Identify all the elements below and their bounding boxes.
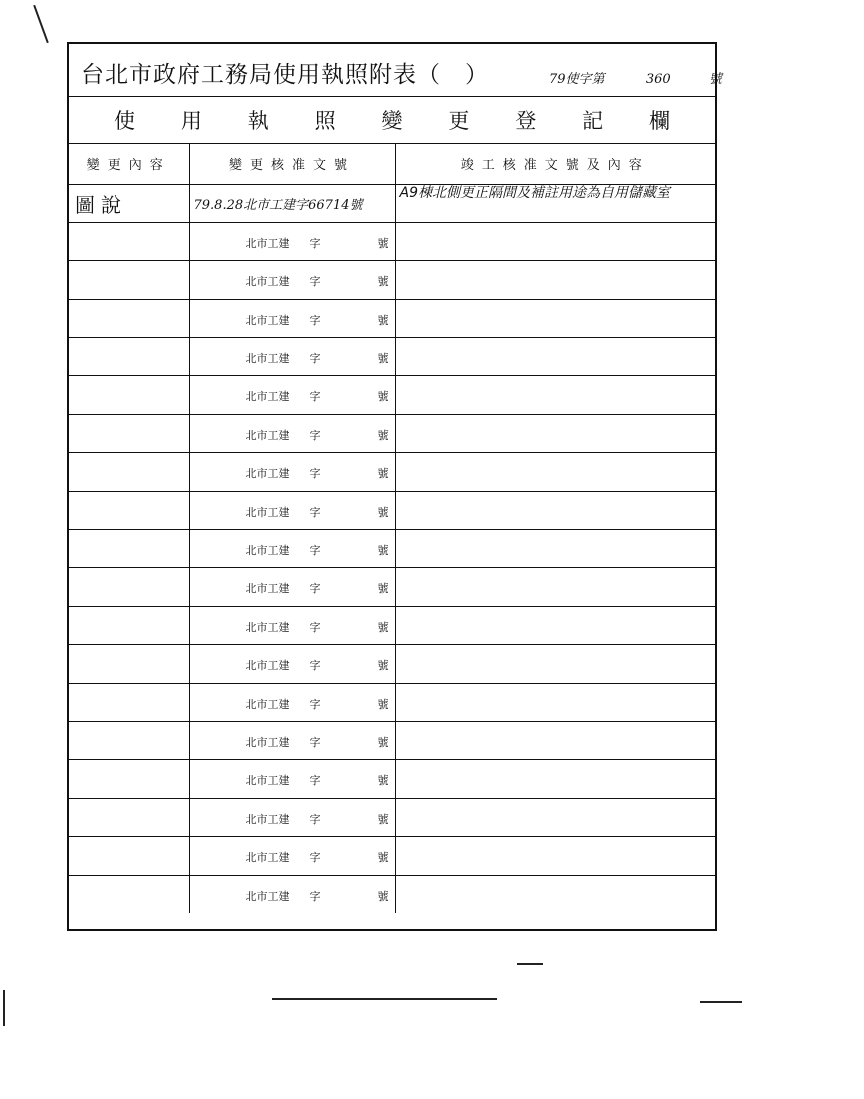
table-row — [69, 453, 715, 491]
approval-suffix: 號 — [377, 313, 389, 327]
table-row — [69, 568, 715, 606]
section-char: 登 — [515, 109, 537, 133]
approval-prefix: 北市工建 — [245, 735, 290, 749]
approval-prefix: 北市工建 — [245, 620, 290, 634]
completion-content-cell — [395, 645, 715, 683]
section-char: 用 — [180, 109, 202, 133]
change-content-cell — [69, 491, 189, 529]
approval-suffix: 號 — [377, 505, 389, 519]
table-row — [69, 222, 715, 260]
change-content-cell — [69, 453, 189, 491]
approval-prefix: 北市工建 — [245, 889, 290, 903]
change-content-cell — [69, 760, 189, 798]
completion-content-cell — [395, 338, 715, 376]
completion-content-cell — [395, 414, 715, 452]
approval-word: 字 — [309, 544, 321, 558]
completion-content-cell — [395, 568, 715, 606]
change-approval-cell — [189, 645, 395, 683]
approval-suffix: 號 — [377, 275, 389, 289]
table-row — [69, 261, 715, 299]
change-content-cell — [69, 798, 189, 836]
approval-prefix: 北市工建 — [245, 697, 290, 711]
change-approval-cell — [189, 453, 395, 491]
section-heading — [69, 97, 715, 144]
change-content-cell: 圖說 — [69, 184, 189, 222]
scan-mark — [272, 998, 497, 1000]
table-row — [69, 530, 715, 568]
permit-attachment-form — [67, 42, 722, 931]
change-approval-cell — [189, 798, 395, 836]
approval-suffix: 號 — [377, 889, 389, 903]
table-row — [69, 721, 715, 759]
scan-mark — [33, 5, 49, 43]
permit-number — [549, 68, 722, 87]
change-content-cell — [69, 414, 189, 452]
change-approval-cell — [189, 338, 395, 376]
change-approval-cell — [189, 875, 395, 913]
change-content-cell — [69, 261, 189, 299]
change-approval-cell — [189, 683, 395, 721]
approval-prefix: 北市工建 — [245, 236, 290, 250]
approval-prefix: 北市工建 — [245, 851, 290, 865]
approval-prefix: 北市工建 — [245, 390, 290, 404]
approval-prefix: 北市工建 — [245, 467, 290, 481]
approval-word: 字 — [309, 582, 321, 596]
change-content-cell — [69, 875, 189, 913]
completion-content-cell — [395, 376, 715, 414]
change-approval-cell — [189, 261, 395, 299]
approval-prefix: 北市工建 — [245, 582, 290, 596]
completion-content-cell — [395, 261, 715, 299]
approval-prefix: 北市工建 — [245, 544, 290, 558]
completion-content-cell — [395, 606, 715, 644]
approval-word: 字 — [309, 275, 321, 289]
section-char: 欄 — [648, 109, 670, 133]
approval-prefix: 北市工建 — [245, 812, 290, 826]
change-content-cell — [69, 721, 189, 759]
approval-suffix: 號 — [377, 659, 389, 673]
approval-prefix: 北市工建 — [245, 352, 290, 366]
title-row — [69, 44, 722, 97]
approval-word: 字 — [309, 774, 321, 788]
change-approval-cell — [189, 222, 395, 260]
change-content-cell — [69, 837, 189, 875]
section-char: 使 — [113, 109, 135, 133]
approval-word: 字 — [309, 467, 321, 481]
scan-mark — [700, 1001, 742, 1003]
approval-word: 字 — [309, 620, 321, 634]
approval-prefix: 北市工建 — [245, 275, 290, 289]
change-approval-cell — [189, 414, 395, 452]
table-row — [69, 299, 715, 337]
section-char: 更 — [448, 109, 470, 133]
approval-word: 字 — [309, 236, 321, 250]
change-content-cell — [69, 683, 189, 721]
section-char: 記 — [582, 109, 604, 133]
approval-word: 字 — [309, 505, 321, 519]
scan-mark — [517, 963, 543, 965]
form-title: 台北市政府工務局使用執照附表（ ） — [81, 62, 489, 88]
approval-suffix: 號 — [377, 467, 389, 481]
approval-word: 字 — [309, 735, 321, 749]
section-char: 執 — [247, 109, 269, 133]
change-content-cell — [69, 530, 189, 568]
change-content-cell — [69, 222, 189, 260]
approval-word: 字 — [309, 659, 321, 673]
change-register-table — [69, 144, 715, 913]
completion-content-cell — [395, 760, 715, 798]
approval-suffix: 號 — [377, 352, 389, 366]
change-content-cell — [69, 299, 189, 337]
completion-content-cell — [395, 875, 715, 913]
approval-suffix: 號 — [377, 851, 389, 865]
approval-word: 字 — [309, 812, 321, 826]
approval-word: 字 — [309, 352, 321, 366]
completion-content-cell — [395, 798, 715, 836]
change-approval-cell — [189, 568, 395, 606]
approval-suffix: 號 — [377, 544, 389, 558]
change-approval-cell — [189, 376, 395, 414]
approval-suffix: 號 — [377, 774, 389, 788]
approval-word: 字 — [309, 390, 321, 404]
approval-prefix: 北市工建 — [245, 428, 290, 442]
change-content-cell — [69, 568, 189, 606]
permit-suffix: 號 — [708, 72, 722, 87]
approval-suffix: 號 — [377, 390, 389, 404]
permit-prefix: 79使字第 — [549, 72, 605, 87]
approval-word: 字 — [309, 697, 321, 711]
scan-mark — [3, 990, 5, 1026]
approval-prefix: 北市工建 — [245, 505, 290, 519]
approval-word: 字 — [309, 889, 321, 903]
table-row — [69, 491, 715, 529]
header-change-content: 變更內容 — [69, 144, 189, 184]
approval-prefix: 北市工建 — [245, 774, 290, 788]
header-change-approval: 變更核准文號 — [189, 144, 395, 184]
completion-content-cell — [395, 721, 715, 759]
table-row — [69, 606, 715, 644]
completion-content-cell — [395, 299, 715, 337]
completion-content-cell — [395, 837, 715, 875]
table-row — [69, 376, 715, 414]
completion-content-cell — [395, 530, 715, 568]
approval-prefix: 北市工建 — [245, 659, 290, 673]
table-row — [69, 798, 715, 836]
approval-word: 字 — [309, 428, 321, 442]
table-row — [69, 184, 715, 222]
table-row — [69, 760, 715, 798]
approval-suffix: 號 — [377, 236, 389, 250]
table-row — [69, 837, 715, 875]
table-row — [69, 683, 715, 721]
completion-content-cell — [395, 453, 715, 491]
approval-suffix: 號 — [377, 620, 389, 634]
change-approval-cell — [189, 299, 395, 337]
change-approval-cell — [189, 721, 395, 759]
approval-suffix: 號 — [377, 582, 389, 596]
permit-no: 360 — [645, 72, 671, 87]
completion-content-cell: A9棟北側更正隔間及補註用途為自用儲藏室 — [395, 184, 715, 222]
approval-word: 字 — [309, 313, 321, 327]
approval-suffix: 號 — [377, 697, 389, 711]
change-approval-cell — [189, 606, 395, 644]
change-content-cell — [69, 606, 189, 644]
completion-content-cell — [395, 683, 715, 721]
section-char: 變 — [381, 109, 403, 133]
completion-content-cell — [395, 491, 715, 529]
section-char: 照 — [314, 109, 336, 133]
approval-suffix: 號 — [377, 812, 389, 826]
header-completion: 竣工核准文號及內容 — [395, 144, 715, 184]
table-row — [69, 338, 715, 376]
approval-suffix: 號 — [377, 428, 389, 442]
approval-word: 字 — [309, 851, 321, 865]
change-content-cell — [69, 338, 189, 376]
change-approval-cell — [189, 491, 395, 529]
change-approval-cell — [189, 760, 395, 798]
change-approval-cell: 79.8.28北市工建字66714號 — [189, 184, 395, 222]
approval-prefix: 北市工建 — [245, 313, 290, 327]
change-approval-cell — [189, 837, 395, 875]
completion-content-cell — [395, 222, 715, 260]
table-row — [69, 645, 715, 683]
table-row — [69, 875, 715, 913]
change-approval-cell — [189, 530, 395, 568]
table-row — [69, 414, 715, 452]
approval-suffix: 號 — [377, 735, 389, 749]
change-content-cell — [69, 376, 189, 414]
change-content-cell — [69, 645, 189, 683]
table-header-row — [69, 144, 715, 184]
